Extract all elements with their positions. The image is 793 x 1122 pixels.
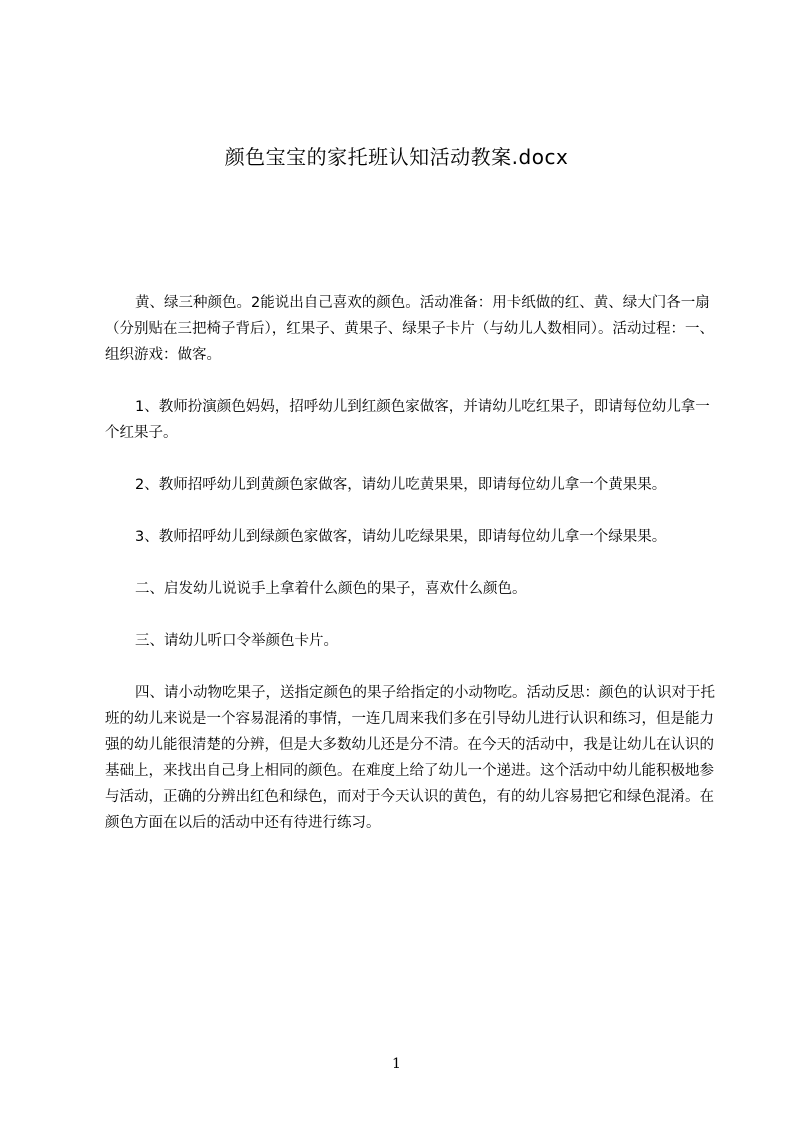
paragraph-step-2: 2、教师招呼幼儿到黄颜色家做客，请幼儿吃黄果果，即请每位幼儿拿一个黄果果。 — [135, 477, 667, 493]
paragraph-step-3: 3、教师招呼幼儿到绿颜色家做客，请幼儿吃绿果果，即请每位幼儿拿一个绿果果。 — [135, 529, 667, 545]
document-title: 颜色宝宝的家托班认知活动教案.docx — [224, 145, 569, 169]
paragraph-part-3: 三、请幼儿听口令举颜色卡片。 — [135, 633, 338, 649]
paragraph-part-2: 二、启发幼儿说说手上拿着什么颜色的果子，喜欢什么颜色。 — [135, 581, 527, 597]
page-number: 1 — [392, 1056, 401, 1072]
document-body — [105, 290, 717, 862]
paragraph-step-1: 1、教师扮演颜色妈妈，招呼幼儿到红颜色家做客，并请幼儿吃红果子，即请每位幼儿拿一个红果子。 — [105, 399, 710, 441]
paragraph-intro: 黄、绿三种颜色。2能说出自己喜欢的颜色。活动准备：用卡纸做的红、黄、绿大门各一扇（分别贴在三把椅子背后），红果子、黄果子、绿果子卡片（与幼儿人数相同）。活动过程：一、组织游戏：做客。 — [105, 295, 714, 363]
paragraph-part-4-reflection: 四、请小动物吃果子，送指定颜色的果子给指定的小动物吃。活动反思：颜色的认识对于托班的幼儿来说是一个容易混淆的事情，一连几周来我们多在引导幼儿进行认识和练习，但是能力强的幼儿能很清楚的分辨，但是大多数幼儿还是分不清。在今天的活动中，我是让幼儿在认识的基础上，来找出自己身上相同的颜色。在难度上给了幼儿一个递进。这个活动中幼儿能积极地参与活动，正确的分辨出红色和绿色，而对于今天认识的黄色，有的幼儿容易把它和绿色混淆。在颜色方面在以后的活动中还有待进行练习。 — [105, 685, 715, 831]
